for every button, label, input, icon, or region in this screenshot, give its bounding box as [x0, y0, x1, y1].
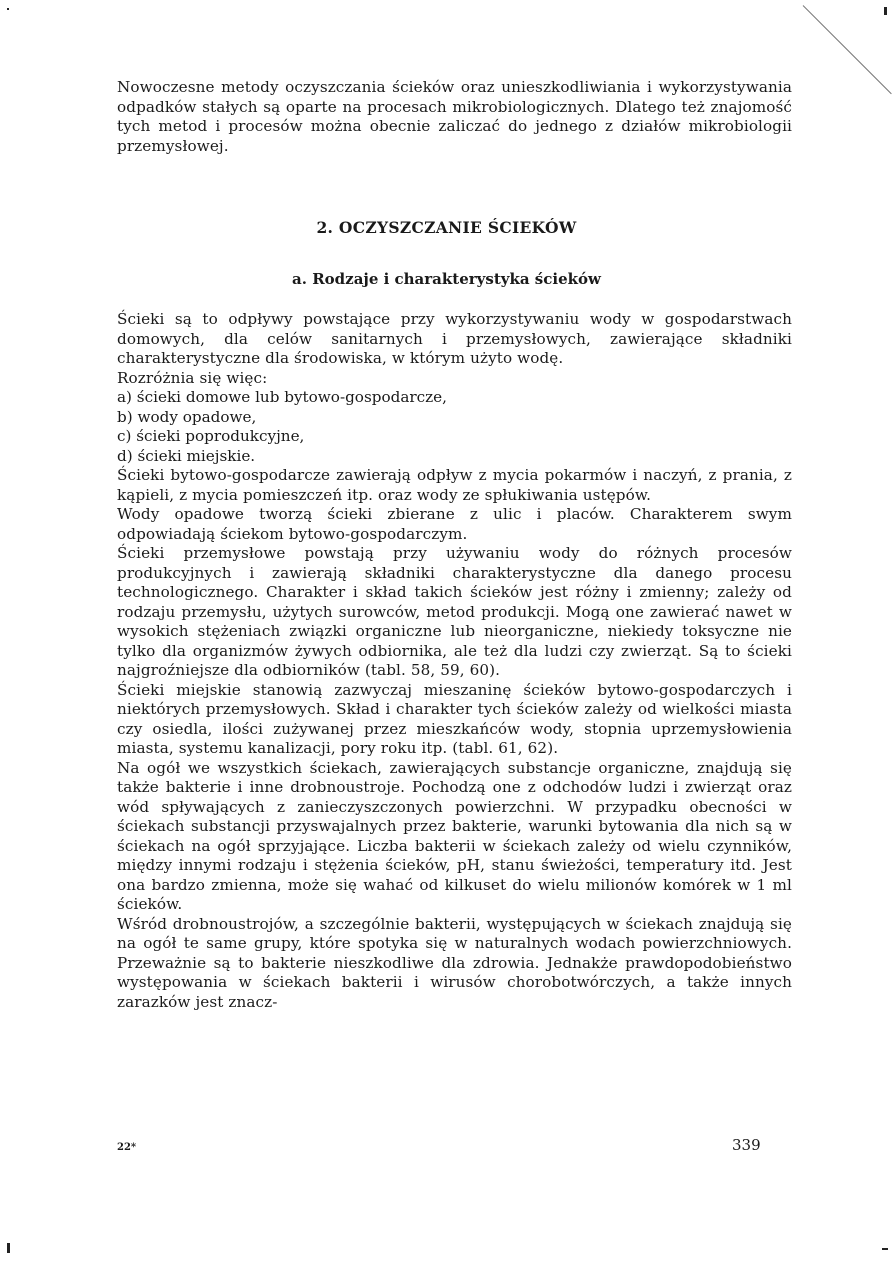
paragraph: Ścieki przemysłowe powstają przy używaniu wody do różnych procesów produkcyjnych i zawierają składniki charakterystyczne dla danego procesu technologicznego. Charakter i skład takich ścieków jest różny i zmienny; zależy od rodzaju przemysłu, użytych surowców, metod produkcji. Mogą one zawierać nawet w wysokich stężeniach związki organiczne lub nieorganiczne, niekiedy toksyczne nie tylko dla organizmów żywych odbiornika, ale też dla ludzi czy zwierząt. Są to ścieki najgroźniejsze dla odbiorników (tabl. 58, 59, 60).: [117, 544, 792, 679]
paragraph: Ścieki miejskie stanowią zazwyczaj mieszaninę ścieków bytowo-gospodarczych i niektórych przemysłowych. Skład i charakter tych ścieków zależy od wielkości miasta czy osiedla, ilości zużywanej przez mieszkańców wody, stopnia uprzemysłowienia miasta, systemu kanalizacji, pory roku itp. (tabl. 61, 62).: [117, 680, 792, 757]
list-item: a) ścieki domowe lub bytowo-gospodarcze,: [117, 388, 447, 406]
scan-artifact-mark: [884, 7, 887, 15]
scan-artifact-mark: [882, 1248, 888, 1250]
intro-paragraph: Nowoczesne metody oczyszczania ścieków oraz unieszkodliwiania i wykorzystywania odpadków stałych są oparte na procesach mikrobiologicznych. Dlatego też znajomość tych metod i procesów można obecnie zaliczać do jednego z działów mikrobiologii przemysłowej.: [117, 78, 792, 155]
paragraph: Wody opadowe tworzą ścieki zbierane z ulic i placów. Charakterem swym odpowiadają ściekom bytowo-gospodarczym.: [117, 505, 792, 543]
intro-block: [117, 78, 792, 156]
scan-artifact-line: [803, 5, 892, 94]
scan-artifact-mark: [7, 1243, 10, 1253]
list-item: c) ścieki poprodukcyjne,: [117, 427, 305, 445]
signature-mark: 22*: [117, 1142, 137, 1153]
paragraph: Wśród drobnoustrojów, a szczególnie bakterii, występujących w ściekach znajdują się na ogół te same grupy, które spotyka się w naturalnych wodach powierzchniowych. Przeważnie są to bakterie nieszkodliwe dla zdrowia. Jednakże prawdopodobieństwo występowania w ściekach bakterii i wirusów chorobotwórczych, a także innych zarazków jest znacz-: [117, 914, 792, 1011]
main-text: [117, 310, 792, 1012]
subsection-heading: a. Rodzaje i charakterystyka ścieków: [292, 270, 601, 288]
paragraph: Ścieki bytowo-gospodarcze zawierają odpływ z mycia pokarmów i naczyń, z prania, z kąpieli, z mycia pomieszczeń itp. oraz wody ze spłukiwania ustępów.: [117, 466, 792, 504]
page-number: 339: [732, 1136, 761, 1154]
scan-artifact-mark: [7, 8, 9, 10]
list-item: d) ścieki miejskie.: [117, 446, 256, 465]
paragraph: Rozróżnia się więc:: [117, 368, 268, 387]
section-heading: 2. OCZYSZCZANIE ŚCIEKÓW: [316, 218, 577, 237]
paragraph: Na ogół we wszystkich ściekach, zawierających substancje organiczne, znajdują się także bakterie i inne drobnoustroje. Pochodzą one z odchodów ludzi i zwierząt oraz wód spływających z zanieczyszczonych powierzchni. W przypadku obecności w ściekach substancji przyswajalnych przez bakterie, warunki bytowania dla nich są w ściekach na ogół sprzyjające. Liczba bakterii w ściekach zależy od wielu czynników, między innymi rodzaju i stężenia ścieków, pH, stanu świeżości, temperatury itd. Jest ona bardzo zmienna, może się wahać od kilkuset do wielu milionów komórek w 1 ml ścieków.: [117, 758, 792, 913]
list-item: b) wody opadowe,: [117, 407, 257, 426]
paragraph: Ścieki są to odpływy powstające przy wykorzystywaniu wody w gospodarstwach domowych, dla celów sanitarnych i przemysłowych, zawierające składniki charakterystyczne dla środowiska, w którym użyto wodę.: [117, 310, 792, 367]
